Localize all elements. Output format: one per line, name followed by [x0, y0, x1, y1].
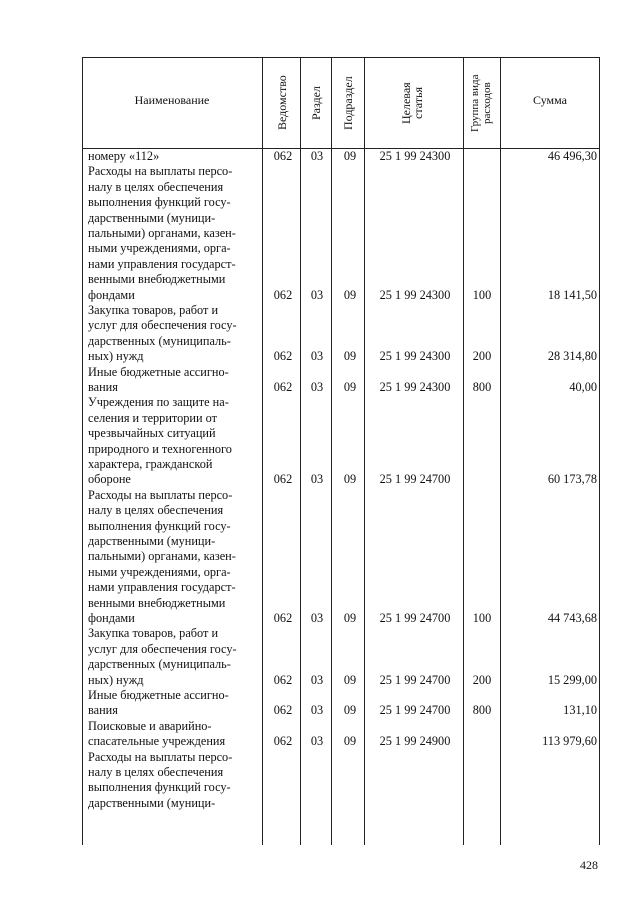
- header-target-article-line2: статья: [411, 87, 425, 119]
- row-name-line: налу в целях обеспечения: [88, 179, 224, 194]
- row-name-line: дарственными (муници-: [88, 533, 216, 548]
- header-department: Ведомство: [275, 75, 289, 131]
- row-name-line: ных) нужд: [88, 672, 144, 687]
- row-target-article: 25 1 99 24300: [379, 380, 451, 394]
- row-name-line: спасательные учреждения: [88, 734, 226, 749]
- row-name-line: Расходы на выплаты персо-: [88, 164, 233, 179]
- row-name-line: Расходы на выплаты персо-: [88, 487, 233, 502]
- row-name-line: природного и техногенного: [88, 441, 232, 456]
- header-expense-group-line1: Группа вида: [469, 74, 481, 132]
- row-name-line: вания: [88, 379, 118, 394]
- row-subsection: 09: [343, 672, 357, 687]
- row-name-line: выполнения функций госу-: [88, 195, 231, 210]
- row-name-line: Иные бюджетные ассигно-: [88, 364, 229, 379]
- row-subsection: 09: [343, 734, 357, 749]
- row-sum: 18 141,50: [547, 287, 597, 302]
- row-subsection: 09: [343, 349, 357, 364]
- row-name-line: пальными) органами, казен-: [88, 549, 236, 564]
- row-expense-group: 200: [472, 349, 492, 364]
- row-name-line: номеру «112»: [88, 149, 160, 163]
- row-name-line: ными учреждениями, орга-: [88, 241, 231, 256]
- row-name-line: Закупка товаров, работ и: [88, 626, 219, 641]
- col-border-right: [599, 57, 600, 845]
- row-section: 03: [310, 703, 324, 718]
- row-name: [88, 303, 260, 365]
- row-sum: 131,10: [563, 703, 597, 718]
- row-department: 062: [273, 611, 293, 625]
- row-department: 062: [273, 349, 293, 364]
- row-name: [88, 365, 260, 396]
- header-name: Наименование: [134, 93, 210, 107]
- row-section: 03: [310, 611, 324, 625]
- row-sum: 28 314,80: [547, 349, 597, 364]
- table-top-border: [82, 57, 600, 58]
- col-border-dept: [300, 57, 301, 845]
- row-section: 03: [310, 734, 324, 749]
- row-target-article: 25 1 99 24300: [379, 287, 451, 302]
- row-name-line: выполнения функций госу-: [88, 518, 231, 533]
- row-name-line: Учреждения по защите на-: [88, 395, 229, 410]
- row-name: [88, 149, 260, 164]
- header-subsection: Подраздел: [341, 76, 355, 130]
- row-department: 062: [273, 380, 293, 394]
- header-expense-group-line2: расходов: [481, 82, 493, 124]
- row-name: [88, 488, 260, 627]
- col-border-sub: [364, 57, 365, 845]
- row-name: [88, 164, 260, 303]
- row-department: 062: [273, 472, 293, 487]
- row-name-line: венными внебюджетными: [88, 272, 226, 287]
- row-name-line: Закупка товаров, работ и: [88, 303, 219, 317]
- row-expense-group: 100: [472, 287, 492, 302]
- row-expense-group: 100: [472, 611, 492, 625]
- row-name-line: услуг для обеспечения госу-: [88, 641, 237, 656]
- row-target-article: 25 1 99 24300: [379, 149, 451, 163]
- row-name-line: выполнения функций госу-: [88, 780, 231, 795]
- row-department: 062: [273, 149, 293, 163]
- row-subsection: 09: [343, 380, 357, 394]
- row-expense-group: 800: [472, 380, 492, 394]
- row-section: 03: [310, 472, 324, 487]
- row-name: [88, 719, 260, 750]
- row-name-line: ных) нужд: [88, 349, 144, 364]
- row-name: [88, 750, 260, 812]
- header-expense-group: [469, 62, 493, 144]
- row-name-line: Поисковые и аварийно-: [88, 718, 212, 733]
- row-section: 03: [310, 149, 324, 163]
- row-name-line: дарственными (муници-: [88, 795, 216, 810]
- row-subsection: 09: [343, 611, 357, 625]
- row-sum: 44 743,68: [547, 611, 597, 625]
- row-department: 062: [273, 734, 293, 749]
- row-name: [88, 626, 260, 688]
- row-name-line: дарственных (муниципаль-: [88, 657, 231, 672]
- row-name-line: Расходы на выплаты персо-: [88, 749, 233, 764]
- row-target-article: 25 1 99 24700: [379, 672, 451, 687]
- row-name-line: нами управления государст-: [88, 580, 236, 595]
- row-name-line: пальными) органами, казен-: [88, 225, 236, 240]
- header-target-article: [400, 64, 424, 142]
- row-name-line: венными внебюджетными: [88, 595, 226, 610]
- row-name-line: фондами: [88, 610, 135, 625]
- row-sum: 113 979,60: [542, 734, 597, 749]
- row-name-line: чрезвычайных ситуаций: [88, 426, 216, 441]
- row-name-line: характера, гражданской: [88, 456, 213, 471]
- header-sum: Сумма: [533, 93, 567, 107]
- row-name-line: дарственных (муниципаль-: [88, 333, 231, 348]
- row-section: 03: [310, 349, 324, 364]
- row-name-line: нами управления государст-: [88, 256, 236, 271]
- col-border-name: [262, 57, 263, 845]
- row-sum: 46 496,30: [547, 149, 597, 163]
- row-name-line: налу в целях обеспечения: [88, 503, 224, 518]
- row-name-line: дарственными (муници-: [88, 210, 216, 225]
- row-name-line: фондами: [88, 287, 135, 302]
- row-name: [88, 688, 260, 719]
- row-section: 03: [310, 380, 324, 394]
- row-name: [88, 395, 260, 487]
- row-name-line: селения и территории от: [88, 410, 218, 425]
- header-target-article-line1: Целевая: [399, 82, 413, 124]
- row-expense-group: 200: [472, 672, 492, 687]
- row-sum: 40,00: [569, 380, 597, 394]
- row-sum: 60 173,78: [547, 472, 597, 487]
- row-department: 062: [273, 287, 293, 302]
- row-subsection: 09: [343, 149, 357, 163]
- row-target-article: 25 1 99 24700: [379, 703, 451, 718]
- row-section: 03: [310, 287, 324, 302]
- page-number: 428: [580, 858, 598, 872]
- row-target-article: 25 1 99 24700: [379, 611, 451, 625]
- row-section: 03: [310, 672, 324, 687]
- row-subsection: 09: [343, 703, 357, 718]
- row-name-line: обороне: [88, 472, 131, 487]
- row-department: 062: [273, 672, 293, 687]
- row-name-line: ными учреждениями, орга-: [88, 564, 231, 579]
- col-border-left: [82, 57, 83, 845]
- col-border-article: [463, 57, 464, 845]
- row-subsection: 09: [343, 472, 357, 487]
- row-name-line: Иные бюджетные ассигно-: [88, 688, 229, 702]
- row-subsection: 09: [343, 287, 357, 302]
- row-target-article: 25 1 99 24700: [379, 472, 451, 487]
- row-department: 062: [273, 703, 293, 718]
- row-name-line: вания: [88, 703, 118, 718]
- row-target-article: 25 1 99 24300: [379, 349, 451, 364]
- row-name-line: услуг для обеспечения госу-: [88, 318, 237, 333]
- header-section: Раздел: [309, 86, 323, 120]
- col-border-group: [500, 57, 501, 845]
- row-expense-group: 800: [472, 703, 492, 718]
- col-border-sec: [331, 57, 332, 845]
- row-name-line: налу в целях обеспечения: [88, 764, 224, 779]
- row-target-article: 25 1 99 24900: [379, 734, 451, 749]
- row-sum: 15 299,00: [547, 672, 597, 687]
